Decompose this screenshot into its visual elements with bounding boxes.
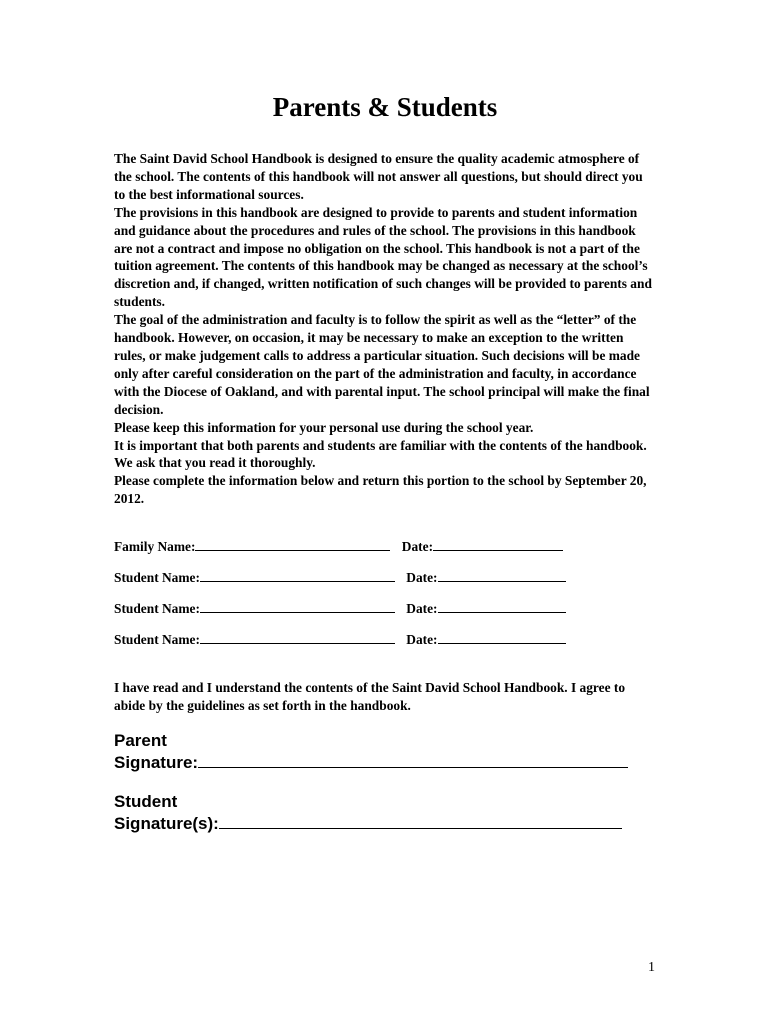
student-signature-label-line1: Student <box>114 792 178 811</box>
date-label: Date: <box>401 539 434 554</box>
page-title: Parents & Students <box>272 92 498 122</box>
student-name-field[interactable] <box>200 569 395 582</box>
parent-signature-label-line2: Signature: <box>114 753 199 772</box>
family-name-row <box>114 538 563 555</box>
paragraph-5: It is important that both parents and students are familiar with the contents of the handbook. We ask that you read it thoroughly. <box>114 437 647 471</box>
student-name-row <box>114 600 566 617</box>
student-name-label: Student Name: <box>114 632 200 647</box>
date-field[interactable] <box>438 569 566 582</box>
paragraph-2: The provisions in this handbook are designed to provide to parents and student information and guidance about the procedures and rules of the school. The provisions in this handbook are not a contract and impose no obligation on the school. This handbook is not a part of the tuition agreement. The contents of this handbook may be changed as necessary at the school’s discretion and, if changed, written notification of such changes will be provided to parents and students. <box>114 204 652 310</box>
body-text <box>114 150 654 508</box>
student-name-row <box>114 569 566 586</box>
date-label: Date: <box>406 570 438 585</box>
page-number: 1 <box>648 960 655 975</box>
student-name-field[interactable] <box>200 600 395 613</box>
paragraph-6: Please complete the information below and return this portion to the school by September 20, 2012. <box>114 473 647 507</box>
acknowledgement-text: I have read and I understand the contents of the Saint David School Handbook. I agree to abide by the guidelines as set forth in the handbook. <box>114 680 626 713</box>
family-name-label: Family Name: <box>114 539 196 554</box>
date-field[interactable] <box>438 600 566 613</box>
student-name-field[interactable] <box>200 631 395 644</box>
paragraph-3: The goal of the administration and faculty is to follow the spirit as well as the “letter” of the handbook. However, on occasion, it may be necessary to make an exception to the written rules, or make judgement calls to address a particular situation. Such decisions will be made only after careful consideration on the part of the administration and faculty, in accordance with the Diocese of Oakland, and with parental input. The school principal will make the final decision. <box>114 312 650 417</box>
date-field[interactable] <box>438 631 566 644</box>
student-name-row <box>114 631 566 648</box>
parent-signature-field[interactable] <box>198 751 628 768</box>
paragraph-1: The Saint David School Handbook is designed to ensure the quality academic atmosphere of the school. The contents of this handbook will not answer all questions, but should direct you to the best informational sources. <box>114 151 643 202</box>
family-name-field[interactable] <box>195 538 390 551</box>
parent-signature-label-line1: Parent <box>114 731 167 750</box>
student-signature-field[interactable] <box>219 812 622 829</box>
student-name-label: Student Name: <box>114 570 200 585</box>
parent-signature-block <box>114 730 628 773</box>
date-label: Date: <box>406 601 438 616</box>
student-signature-label-line2: Signature(s): <box>114 814 219 833</box>
paragraph-4: Please keep this information for your personal use during the school year. <box>114 419 534 435</box>
student-name-label: Student Name: <box>114 601 200 616</box>
date-label: Date: <box>406 632 438 647</box>
student-signature-block <box>114 791 622 834</box>
date-field[interactable] <box>433 538 563 551</box>
